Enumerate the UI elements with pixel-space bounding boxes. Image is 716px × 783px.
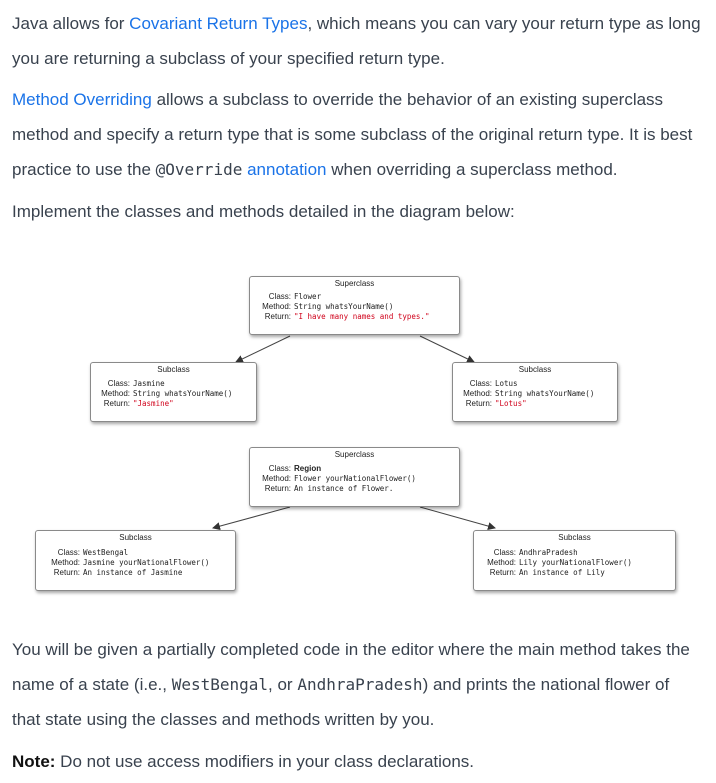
arrow-region-to-westbengal bbox=[213, 507, 290, 528]
note-paragraph bbox=[12, 744, 702, 779]
flower-box-header: Superclass bbox=[334, 279, 375, 288]
westbengal-class-box: Subclass Class: WestBengal Method: Jasmine yourNationalFlower() Return: An instance of Jasmine bbox=[35, 530, 236, 591]
jasmine-class-box: Subclass Class: Jasmine Method: String whatsYourName() Return: "Jasmine" bbox=[90, 362, 257, 422]
lotus-class-box: Subclass Class: Lotus Method: String whatsYourName() Return: "Lotus" bbox=[452, 362, 618, 422]
lotus-class-name: Lotus bbox=[495, 379, 518, 388]
jasmine-method: String whatsYourName() bbox=[133, 389, 233, 398]
westbengal-code: WestBengal bbox=[171, 675, 269, 694]
westbengal-box-header: Subclass bbox=[119, 533, 152, 542]
region-method: Flower yourNationalFlower() bbox=[294, 474, 416, 483]
jasmine-box-header: Subclass bbox=[157, 365, 190, 374]
jasmine-class-name: Jasmine bbox=[133, 379, 165, 388]
covariant-return-types-link[interactable]: Covariant Return Types bbox=[129, 14, 308, 33]
flower-return: "I have many names and types." bbox=[294, 312, 430, 321]
andhrapradesh-return: An instance of Lily bbox=[519, 568, 605, 577]
lotus-return: "Lotus" bbox=[495, 399, 527, 408]
flower-class-name: Flower bbox=[294, 292, 322, 301]
andhrapradesh-code: AndhraPradesh bbox=[297, 675, 423, 694]
lotus-box-header: Subclass bbox=[518, 365, 552, 374]
lotus-method: String whatsYourName() bbox=[495, 389, 595, 398]
andhrapradesh-class-name: AndhraPradesh bbox=[519, 548, 578, 557]
method-overriding-link[interactable]: Method Overriding bbox=[12, 90, 152, 109]
westbengal-class-name: WestBengal bbox=[83, 548, 129, 557]
westbengal-method: Jasmine yourNationalFlower() bbox=[83, 558, 210, 567]
intro-paragraph: Java allows for Covariant Return Types, which means you can vary your return type as long you are returning a subclass of your specified return type. bbox=[12, 14, 701, 68]
method-overriding-paragraph: Method Overriding allows a subclass to override the behavior of an existing superclass method and specify a return type that is some subclass of the original return type. It is best practice to use the @Override annotation when overriding a superclass method. bbox=[12, 90, 693, 179]
arrow-region-to-andhra bbox=[420, 507, 495, 528]
arrow-flower-to-jasmine bbox=[236, 336, 290, 362]
andhrapradesh-method: Lily yourNationalFlower() bbox=[519, 558, 632, 567]
region-box-header: Superclass bbox=[334, 450, 375, 459]
andhrapradesh-class-box: Subclass Class: AndhraPradesh Method: Lily yourNationalFlower() Return: An instance of Lily bbox=[473, 530, 676, 591]
note-text: Do not use access modifiers in your class declarations. bbox=[55, 752, 475, 771]
arrow-flower-to-lotus bbox=[420, 336, 474, 362]
implement-instruction: Implement the classes and methods detailed in the diagram below: bbox=[12, 202, 515, 221]
flower-method: String whatsYourName() bbox=[294, 302, 394, 311]
region-return: An instance of Flower. bbox=[294, 484, 394, 493]
jasmine-return: "Jasmine" bbox=[133, 399, 174, 408]
editor-instruction-paragraph: You will be given a partially completed code in the editor where the main method takes the name of a state (i.e., WestBengal, or AndhraPradesh) and prints the national flower of that state using the classes and methods written by you. bbox=[12, 640, 690, 729]
flower-class-box: Superclass Class: Flower Method: String whatsYourName() Return: "I have many names and types." bbox=[249, 276, 460, 335]
region-class-box: Superclass Class: Region Method: Flower yourNationalFlower() Return: An instance of Flower. bbox=[249, 447, 460, 507]
region-class-name: Region bbox=[294, 464, 322, 473]
annotation-link[interactable]: annotation bbox=[247, 160, 327, 179]
override-code: @Override bbox=[155, 160, 243, 179]
andhrapradesh-box-header: Subclass bbox=[558, 533, 591, 542]
westbengal-return: An instance of Jasmine bbox=[83, 568, 183, 577]
note-label: Note: bbox=[12, 752, 56, 771]
